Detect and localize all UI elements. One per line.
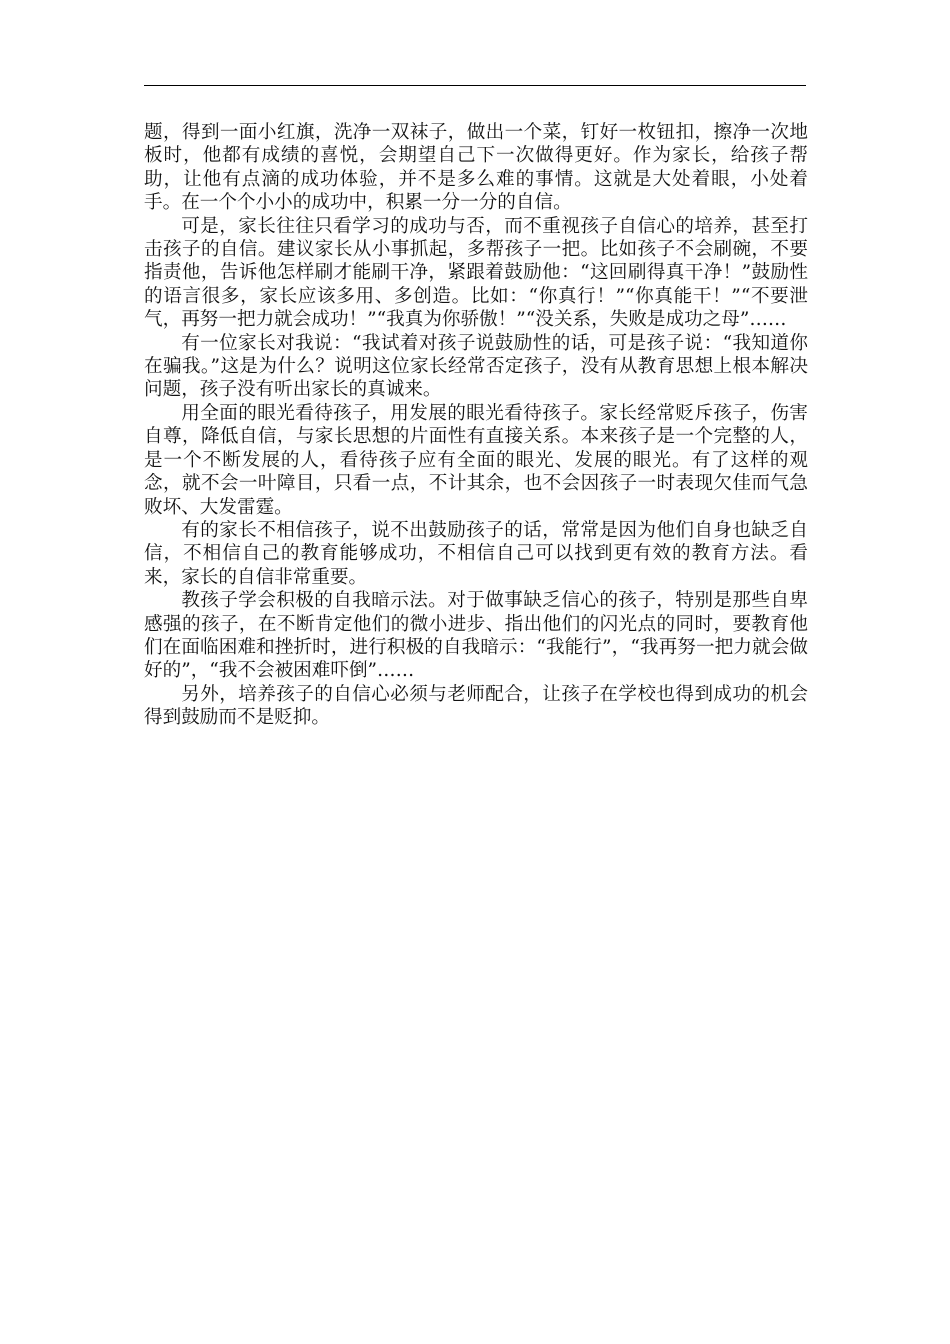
- paragraph-3: 有一位家长对我说：“我试着对孩子说鼓励性的话，可是孩子说：“我知道你在骗我。”这是为什么？说明这位家长经常否定孩子，没有从教育思想上根本解决问题，孩子没有听出家长的真诚来。: [144, 332, 808, 401]
- paragraph-7: 另外，培养孩子的自信心必须与老师配合，让孩子在学校也得到成功的机会得到鼓励而不是贬抑。: [144, 683, 808, 729]
- paragraph-5: 有的家长不相信孩子，说不出鼓励孩子的话，常常是因为他们自身也缺乏自信，不相信自己的教育能够成功，不相信自己可以找到更有效的教育方法。看来，家长的自信非常重要。: [144, 519, 808, 588]
- paragraph-4: 用全面的眼光看待孩子，用发展的眼光看待孩子。家长经常贬斥孩子，伤害自尊，降低自信，与家长思想的片面性有直接关系。本来孩子是一个完整的人，是一个不断发展的人，看待孩子应有全面的眼光、发展的眼光。有了这样的观念，就不会一叶障目，只看一点，不计其余，也不会因孩子一时表现欠佳而气急败坏、大发雷霆。: [144, 402, 808, 518]
- header-rule: [144, 85, 806, 86]
- paragraph-1: 题，得到一面小红旗，洗净一双袜子，做出一个菜，钉好一枚钮扣，擦净一次地板时，他都有成绩的喜悦，会期望自己下一次做得更好。作为家长，给孩子帮助，让他有点滴的成功体验，并不是多么难的事情。这就是大处着眼，小处着手。在一个个小小的成功中，积累一分一分的自信。: [144, 122, 808, 214]
- paragraph-6: 教孩子学会积极的自我暗示法。对于做事缺乏信心的孩子，特别是那些自卑感强的孩子，在不断肯定他们的微小进步、指出他们的闪光点的同时，要教育他们在面临困难和挫折时，进行积极的自我暗示：“我能行”，“我再努一把力就会做好的”，“我不会被困难吓倒”……: [144, 590, 808, 682]
- body-text: [144, 121, 808, 730]
- paragraph-2: 可是，家长往往只看学习的成功与否，而不重视孩子自信心的培养，甚至打击孩子的自信。建议家长从小事抓起，多帮孩子一把。比如孩子不会刷碗，不要指责他，告诉他怎样刷才能刷干净，紧跟着鼓励他：“这回刷得真干净！”鼓励性的语言很多，家长应该多用、多创造。比如：“你真行！”“你真能干！”“不要泄气，再努一把力就会成功！”“我真为你骄傲！”“没关系，失败是成功之母”……: [144, 215, 808, 331]
